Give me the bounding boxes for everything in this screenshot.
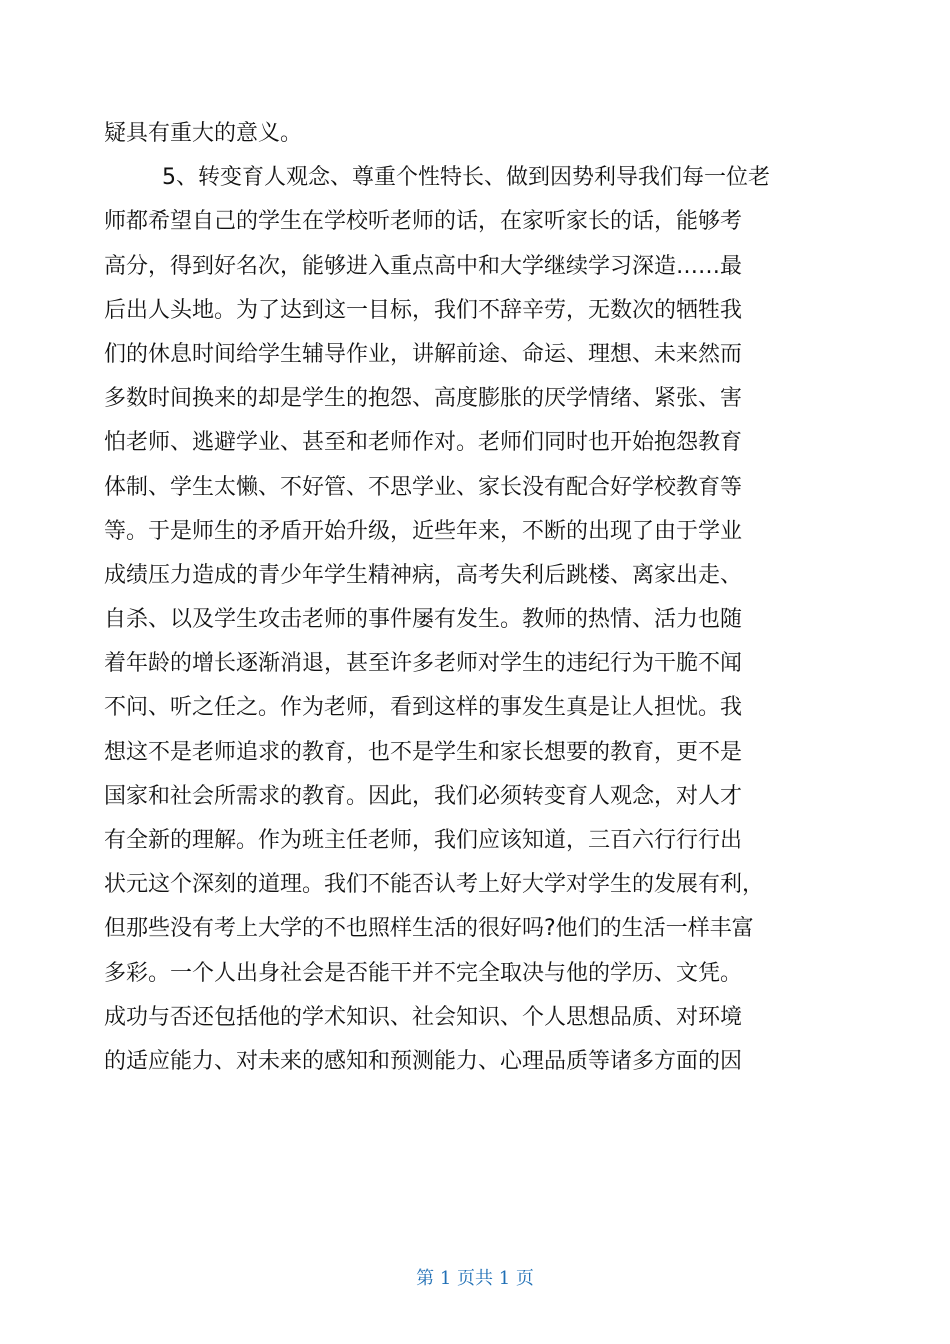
text-line: 自杀、以及学生攻击老师的事件屡有发生。教师的热情、活力也随 [104, 607, 743, 633]
text-line: 着年龄的增长逐渐消退，甚至许多老师对学生的违纪行为干脆不闻 [104, 651, 743, 677]
text-line: 想这不是老师追求的教育，也不是学生和家长想要的教育，更不是 [104, 739, 743, 765]
text-line: 国家和社会所需求的教育。因此，我们必须转变育人观念，对人才 [104, 783, 743, 809]
text-line: 体制、学生太懒、不好管、不思学业、家长没有配合好学校教育等 [104, 474, 743, 500]
text-line: 有全新的理解。作为班主任老师，我们应该知道，三百六行行行出 [104, 828, 743, 853]
page-number-label: 第 1 页共 1 页 [416, 1268, 534, 1289]
text-line: 不问、听之任之。作为老师，看到这样的事发生真是让人担忧。我 [104, 695, 743, 721]
text-line: 多彩。一个人出身社会是否能干并不完全取决与他的学历、文凭。 [104, 960, 743, 986]
text-line: 状元这个深刻的道理。我们不能否认考上好大学对学生的发展有利， [104, 872, 765, 898]
text-line: 成绩压力造成的青少年学生精神病，高考失利后跳楼、离家出走、 [104, 562, 743, 588]
text-line: 高分，得到好名次，能够进入重点高中和大学继续学习深造……最 [104, 253, 743, 279]
text-line: 疑具有重大的意义。 [104, 121, 303, 146]
text-line: 师都希望自己的学生在学校听老师的话，在家听家长的话，能够考 [104, 209, 743, 235]
text-line: 后出人头地。为了达到这一目标，我们不辞辛劳，无数次的牺牲我 [104, 297, 743, 323]
page-footer [0, 1264, 950, 1290]
text-line: 但那些没有考上大学的不也照样生活的很好吗?他们的生活一样丰富 [104, 916, 754, 942]
paragraph-start-line: 5、转变育人观念、尊重个性特长、做到因势利导我们每一位老 [162, 165, 770, 191]
text-line: 们的休息时间给学生辅导作业，讲解前途、命运、理想、未来然而 [104, 341, 743, 367]
text-line: 怕老师、逃避学业、甚至和老师作对。老师们同时也开始抱怨教育 [104, 430, 743, 456]
body-text [104, 112, 844, 1084]
text-line: 的适应能力、对未来的感知和预测能力、心理品质等诸多方面的因 [104, 1048, 743, 1074]
text-line: 成功与否还包括他的学术知识、社会知识、个人思想品质、对环境 [104, 1004, 743, 1030]
text-line: 多数时间换来的却是学生的抱怨、高度膨胀的厌学情绪、紧张、害 [104, 386, 743, 412]
text-line: 等。于是师生的矛盾开始升级，近些年来，不断的出现了由于学业 [104, 518, 743, 544]
